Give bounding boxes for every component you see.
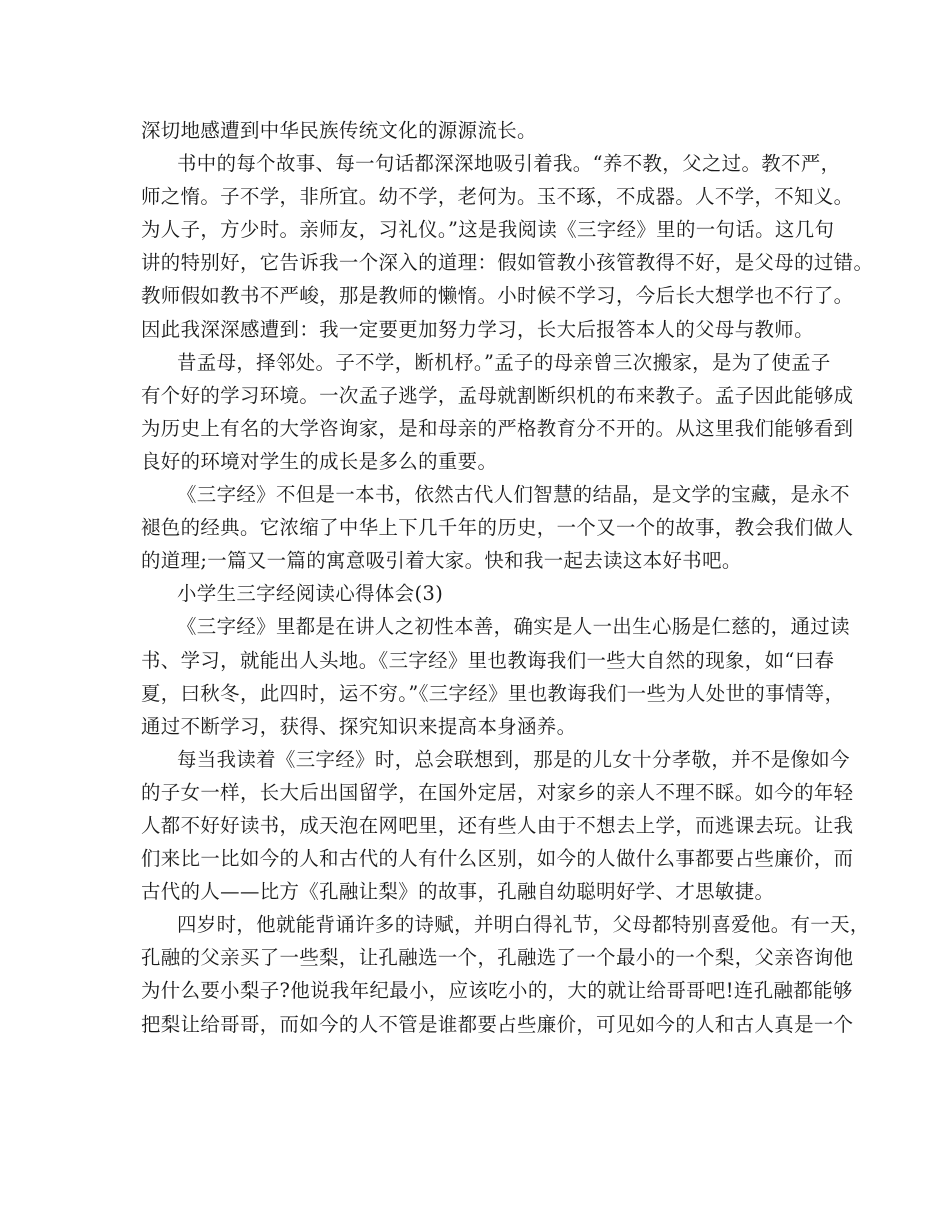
text-line: 孔融的父亲买了一些梨，让孔融选一个，孔融选了一个最小的一个梨，父亲咨询他 (141, 946, 854, 970)
text-line: 讲的特别好，它告诉我一个深入的道理：假如管教小孩管教得不好，是父母的过错。 (141, 251, 874, 275)
text-line: 人都不好好读书，成天泡在网吧里，还有些人由于不想去上学，而逃课去玩。让我 (141, 813, 854, 837)
text-line: 小学生三字经阅读心得体会(3) (177, 582, 444, 606)
text-line: 《三字经》里都是在讲人之初性本善，确实是人一出生心肠是仁慈的，通过读 (177, 615, 850, 639)
text-line: 把梨让给哥哥，而如今的人不管是谁都要占些廉价，可见如今的人和古人真是一个 (141, 1012, 854, 1036)
text-line: 褪色的经典。它浓缩了中华上下几千年的历史，一个又一个的故事，教会我们做人 (141, 516, 854, 540)
text-line: 的子女一样，长大后出国留学，在国外定居，对家乡的亲人不理不睬。如今的年轻 (141, 780, 854, 804)
text-line: 良好的环境对学生的成长是多么的重要。 (141, 449, 498, 473)
text-line: 每当我读着《三字经》时，总会联想到，那是的儿女十分孝敬，并不是像如今 (177, 747, 850, 771)
text-line: 为人子，方少时。亲师友，习礼仪。”这是我阅读《三字经》里的一句话。这几句 (141, 218, 835, 242)
text-line: 为什么要小梨子?他说我年纪最小，应该吃小的，大的就让给哥哥吧!连孔融都能够 (141, 979, 853, 1003)
text-line: 通过不断学习，获得、探究知识来提高本身涵养。 (141, 714, 577, 738)
text-line: 夏，曰秋冬，此四时，运不穷。”《三字经》里也教诲我们一些为人处世的事情等， (141, 681, 845, 705)
text-line: 有个好的学习环境。一次孟子逃学，孟母就割断织机的布来教子。孟子因此能够成 (141, 383, 854, 407)
text-line: 教师假如教书不严峻，那是教师的懒惰。小时候不学习，今后长大想学也不行了。 (141, 284, 854, 308)
text-line: 书中的每个故事、每一句话都深深地吸引着我。“养不教，父之过。教不严， (177, 152, 841, 176)
text-line: 师之惰。子不学，非所宜。幼不学，老何为。玉不琢，不成器。人不学，不知义。 (141, 185, 854, 209)
text-line: 为历史上有名的大学咨询家，是和母亲的严格教育分不开的。从这里我们能够看到 (141, 416, 854, 440)
text-line: 们来比一比如今的人和古代的人有什么区别，如今的人做什么事都要占些廉价，而 (141, 847, 854, 871)
text-line: 的道理;一篇又一篇的寓意吸引着大家。快和我一起去读这本好书吧。 (141, 549, 742, 573)
text-line: 四岁时，他就能背诵许多的诗赋，并明白得礼节，父母都特别喜爱他。有一天， (177, 913, 870, 937)
text-line: 因此我深深感遭到：我一定要更加努力学习，长大后报答本人的父母与教师。 (141, 317, 814, 341)
text-line: 深切地感遭到中华民族传统文化的源源流长。 (141, 119, 537, 142)
text-line: 昔孟母，择邻处。子不学，断机杼。”孟子的母亲曾三次搬家，是为了使孟子 (177, 350, 831, 374)
body-text (141, 114, 874, 1041)
text-line: 古代的人——比方《孔融让梨》的故事，孔融自幼聪明好学、才思敏捷。 (141, 880, 775, 904)
text-line: 书、学习，就能出人头地。《三字经》里也教诲我们一些大自然的现象，如“曰春 (141, 648, 835, 672)
text-line: 《三字经》不但是一本书，依然古代人们智慧的结晶，是文学的宝藏，是永不 (177, 483, 850, 507)
